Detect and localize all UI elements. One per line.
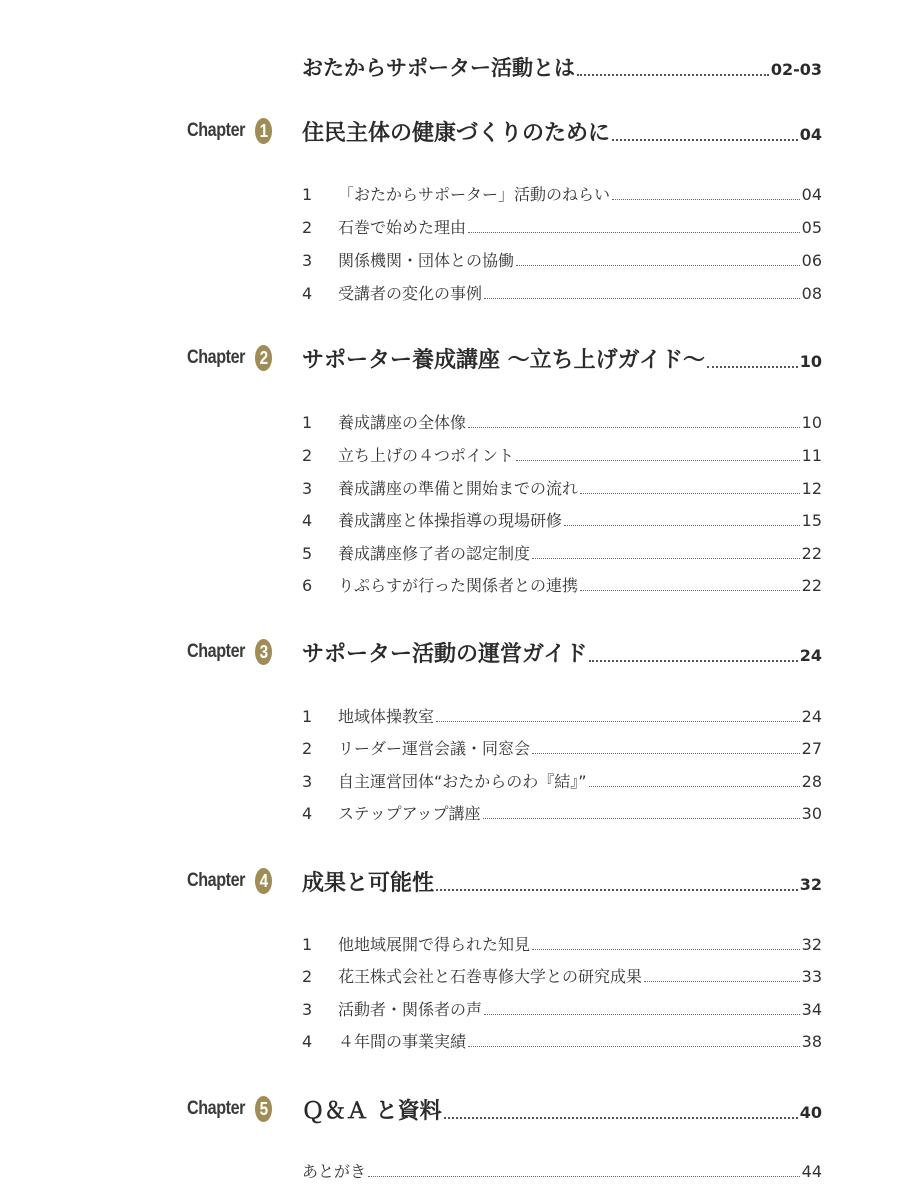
item-title: 活動者・関係者の声	[338, 1000, 483, 1019]
chapter-page: 40	[799, 1103, 822, 1122]
chapter-word: Chapter	[187, 120, 246, 141]
toc-intro-title: おたからサポーター活動とは	[302, 56, 575, 80]
item-title: 自主運営団体“おたからのわ『結』”	[338, 772, 587, 791]
chapter-word: Chapter	[187, 641, 246, 662]
chapter-5-label	[187, 1096, 272, 1122]
chapter-page: 04	[799, 125, 822, 144]
item-index: 2	[302, 967, 313, 986]
chapter-title: 住民主体の健康づくりのために	[302, 121, 611, 146]
toc-item-row[interactable]	[302, 964, 822, 987]
leader-dots	[589, 786, 800, 787]
item-page: 28	[801, 772, 822, 791]
item-page: 06	[801, 251, 822, 270]
item-title: 養成講座の全体像	[338, 413, 467, 432]
item-title: 受講者の変化の事例	[338, 284, 483, 303]
item-index: 4	[302, 284, 313, 303]
chapter-5-row[interactable]	[302, 1094, 822, 1125]
leader-dots	[564, 525, 800, 526]
item-index: 3	[302, 772, 313, 791]
item-index: 3	[302, 251, 313, 270]
chapter-3-label	[187, 639, 272, 665]
toc-item-row[interactable]	[302, 508, 822, 531]
leader-dots	[468, 427, 800, 428]
toc-item-row[interactable]	[302, 281, 822, 304]
toc-afterword-row[interactable]	[302, 1159, 822, 1182]
leader-dots	[436, 889, 798, 891]
leader-dots	[368, 1176, 800, 1177]
item-title: ４年間の事業実績	[338, 1032, 467, 1051]
item-title: 立ち上げの４つポイント	[338, 446, 515, 465]
item-title: 関係機関・団体との協働	[338, 251, 515, 270]
chapter-1-row[interactable]	[302, 116, 822, 147]
leader-dots	[577, 74, 769, 76]
toc-item-row[interactable]	[302, 443, 822, 466]
item-title: りぷらすが行った関係者との連携	[338, 576, 579, 595]
chapter-page: 10	[799, 352, 822, 371]
chapter-1-label	[187, 118, 272, 144]
leader-dots	[516, 460, 800, 461]
item-index: 5	[302, 544, 313, 563]
item-index: 1	[302, 185, 313, 204]
leader-dots	[516, 265, 800, 266]
toc-item-row[interactable]	[302, 1029, 822, 1052]
item-title: ステップアップ講座	[338, 804, 481, 823]
leader-dots	[580, 590, 800, 591]
leader-dots	[707, 366, 798, 368]
afterword-title: あとがき	[302, 1162, 367, 1181]
item-page: 12	[801, 479, 822, 498]
item-index: 2	[302, 739, 313, 758]
chapter-4-row[interactable]	[302, 866, 822, 897]
toc-item-row[interactable]	[302, 801, 822, 824]
item-page: 10	[801, 413, 822, 432]
toc-item-row[interactable]	[302, 932, 822, 955]
afterword-page: 44	[801, 1162, 822, 1181]
toc-item-row[interactable]	[302, 997, 822, 1020]
leader-dots	[484, 1014, 800, 1015]
item-index: 6	[302, 576, 313, 595]
item-title: 「おたからサポーター」活動のねらい	[338, 185, 611, 204]
item-title: 他地域展開で得られた知見	[338, 935, 531, 954]
item-index: 1	[302, 707, 313, 726]
chapter-number-badge: 2	[255, 345, 272, 371]
chapter-title: サポーター活動の運営ガイド	[302, 642, 588, 667]
toc-item-row[interactable]	[302, 769, 822, 792]
item-index: 2	[302, 446, 313, 465]
item-page: 34	[801, 1000, 822, 1019]
leader-dots	[532, 558, 800, 559]
toc-intro-page: 02-03	[770, 60, 822, 79]
item-index: 3	[302, 479, 313, 498]
item-page: 38	[801, 1032, 822, 1051]
chapter-number-badge: 4	[255, 868, 272, 894]
chapter-2-label	[187, 345, 272, 371]
chapter-title: 成果と可能性	[302, 871, 435, 896]
chapter-title: Ｑ＆Ａ と資料	[302, 1099, 442, 1124]
toc-item-row[interactable]	[302, 410, 822, 433]
toc-item-row[interactable]	[302, 215, 822, 238]
chapter-word: Chapter	[187, 1098, 246, 1119]
item-page: 11	[801, 446, 822, 465]
item-index: 4	[302, 511, 313, 530]
chapter-number-badge: 3	[255, 639, 272, 665]
item-title: 養成講座の準備と開始までの流れ	[338, 479, 579, 498]
chapter-page: 24	[799, 646, 822, 665]
item-title: 養成講座修了者の認定制度	[338, 544, 531, 563]
toc-item-row[interactable]	[302, 573, 822, 596]
chapter-number-badge: 1	[255, 118, 272, 144]
chapter-title: サポーター養成講座 ～立ち上げガイド～	[302, 348, 706, 373]
item-page: 22	[801, 544, 822, 563]
chapter-2-row[interactable]	[302, 343, 822, 374]
toc-intro-row[interactable]	[302, 52, 822, 82]
item-title: リーダー運営会議・同窓会	[338, 739, 531, 758]
item-page: 04	[801, 185, 822, 204]
chapter-word: Chapter	[187, 347, 246, 368]
leader-dots	[483, 818, 800, 819]
item-index: 3	[302, 1000, 313, 1019]
toc-item-row[interactable]	[302, 476, 822, 499]
leader-dots	[612, 139, 798, 141]
item-page: 33	[801, 967, 822, 986]
item-index: 4	[302, 804, 313, 823]
leader-dots	[532, 753, 800, 754]
toc-item-row[interactable]	[302, 182, 822, 205]
toc-item-row[interactable]	[302, 704, 822, 727]
item-index: 2	[302, 218, 313, 237]
item-page: 32	[801, 935, 822, 954]
leader-dots	[444, 1117, 798, 1119]
leader-dots	[644, 981, 800, 982]
item-page: 15	[801, 511, 822, 530]
leader-dots	[468, 1046, 800, 1047]
toc-item-row[interactable]	[302, 541, 822, 564]
leader-dots	[468, 232, 800, 233]
item-title: 石巻で始めた理由	[338, 218, 467, 237]
item-page: 30	[801, 804, 822, 823]
item-page: 05	[801, 218, 822, 237]
leader-dots	[589, 660, 797, 662]
item-page: 24	[801, 707, 822, 726]
toc-item-row[interactable]	[302, 736, 822, 759]
item-index: 4	[302, 1032, 313, 1051]
chapter-3-row[interactable]	[302, 637, 822, 668]
chapter-page: 32	[799, 875, 822, 894]
chapter-4-label	[187, 868, 272, 894]
item-page: 27	[801, 739, 822, 758]
chapter-number-badge: 5	[255, 1096, 272, 1122]
item-title: 養成講座と体操指導の現場研修	[338, 511, 563, 530]
item-title: 花王株式会社と石巻専修大学との研究成果	[338, 967, 643, 986]
leader-dots	[484, 298, 800, 299]
leader-dots	[436, 721, 800, 722]
item-title: 地域体操教室	[338, 707, 435, 726]
leader-dots	[580, 493, 800, 494]
item-index: 1	[302, 413, 313, 432]
leader-dots	[612, 199, 800, 200]
item-index: 1	[302, 935, 313, 954]
item-page: 08	[801, 284, 822, 303]
item-page: 22	[801, 576, 822, 595]
toc-item-row[interactable]	[302, 248, 822, 271]
leader-dots	[532, 949, 800, 950]
chapter-word: Chapter	[187, 870, 246, 891]
